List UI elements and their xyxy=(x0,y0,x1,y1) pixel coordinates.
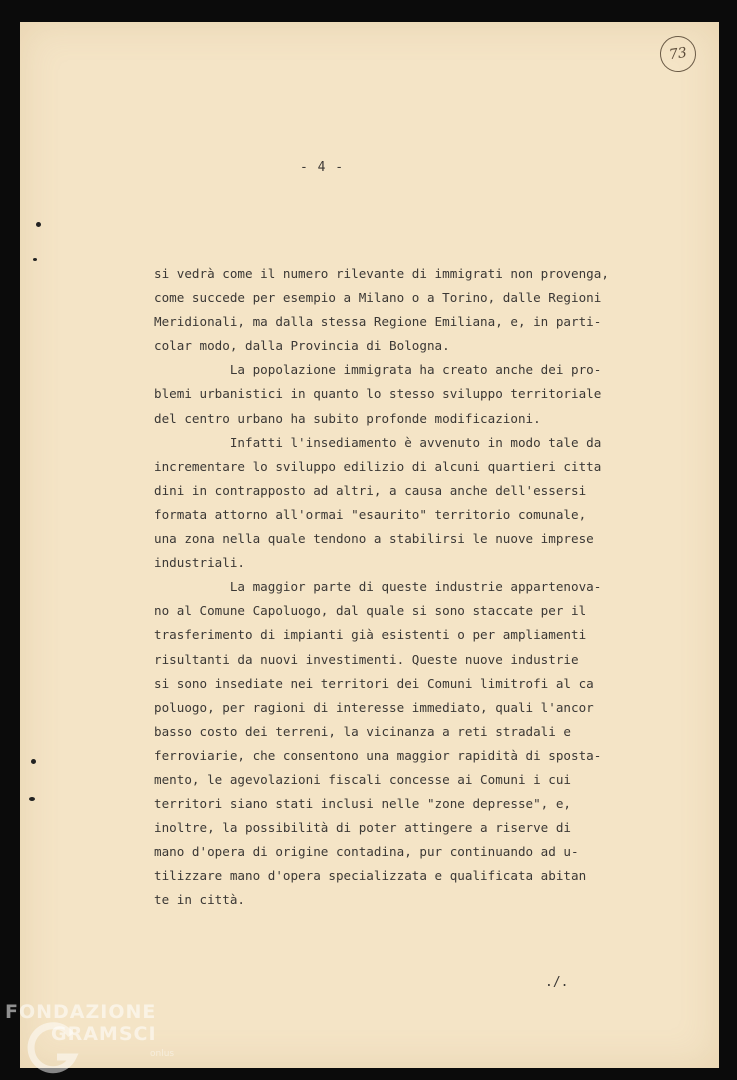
text-line: inoltre, la possibilità di poter attingere a riserve di xyxy=(154,820,572,836)
watermark-suffix: onlus xyxy=(150,1049,175,1059)
text-line: Meridionali, ma dalla stessa Regione Emiliana, e, in parti- xyxy=(154,314,602,330)
text-line: La maggior parte di queste industrie appartenova- xyxy=(154,579,602,595)
text-line: mento, le agevolazioni fiscali concesse ai Comuni i cui xyxy=(154,771,572,787)
text-line: dini in contrapposto ad altri, a causa anche dell'essersi xyxy=(154,482,587,498)
text-line: te in città. xyxy=(154,892,245,908)
text-line: si vedrà come il numero rilevante di immigrati non provenga, xyxy=(154,266,609,281)
text-line: La popolazione immigrata ha creato anche dei pro- xyxy=(154,362,602,378)
text-line: incrementare lo sviluppo edilizio di alcuni quartieri citta xyxy=(154,458,602,474)
text-line: colar modo, dalla Provincia di Bologna. xyxy=(154,338,450,354)
watermark-line-2: GRAMSCI xyxy=(51,1023,157,1045)
text-line: Infatti l'insediamento è avvenuto in modo tale da xyxy=(154,434,602,450)
text-line: del centro urbano ha subito profonde modificazioni. xyxy=(154,410,541,426)
text-line: formata attorno all'ormai "esaurito" territorio comunale, xyxy=(154,506,587,522)
text-line: no al Comune Capoluogo, dal quale si sono staccate per il xyxy=(154,603,587,619)
text-line: si sono insediate nei territori dei Comuni limitrofi al ca xyxy=(154,675,594,691)
text-line: ferroviarie, che consentono una maggior rapidità di sposta- xyxy=(154,747,602,763)
document-body xyxy=(154,262,654,913)
text-line: blemi urbanistici in quanto lo stesso sviluppo territoriale xyxy=(154,386,602,402)
punch-hole-mark xyxy=(29,797,35,801)
text-line: industriali. xyxy=(154,555,245,571)
page-number: - 4 - xyxy=(300,160,345,175)
fondazione-gramsci-watermark xyxy=(5,1001,195,1076)
text-line: basso costo dei terreni, la vicinanza a reti stradali e xyxy=(154,723,572,739)
text-line: territori siano stati inclusi nelle "zone depresse", e, xyxy=(154,796,572,812)
watermark-line-1: FONDAZIONE xyxy=(5,1001,157,1023)
archive-page-number: 73 xyxy=(658,34,699,75)
punch-hole-mark xyxy=(36,222,41,227)
text-line: trasferimento di impianti già esistenti o per ampliamenti xyxy=(154,627,587,643)
punch-hole-mark xyxy=(33,258,37,261)
text-line: poluogo, per ragioni di interesse immediato, quali l'ancor xyxy=(154,699,594,715)
continuation-mark: ./. xyxy=(545,975,569,990)
text-line: una zona nella quale tendono a stabilirsi le nuove imprese xyxy=(154,531,594,547)
text-line: risultanti da nuovi investimenti. Queste nuove industrie xyxy=(154,651,579,667)
text-line: tilizzare mano d'opera specializzata e qualificata abitan xyxy=(154,868,587,884)
punch-hole-mark xyxy=(31,759,36,764)
text-line: mano d'opera di origine contadina, pur continuando ad u- xyxy=(154,844,579,860)
text-line: come succede per esempio a Milano o a Torino, dalle Regioni xyxy=(154,290,602,306)
